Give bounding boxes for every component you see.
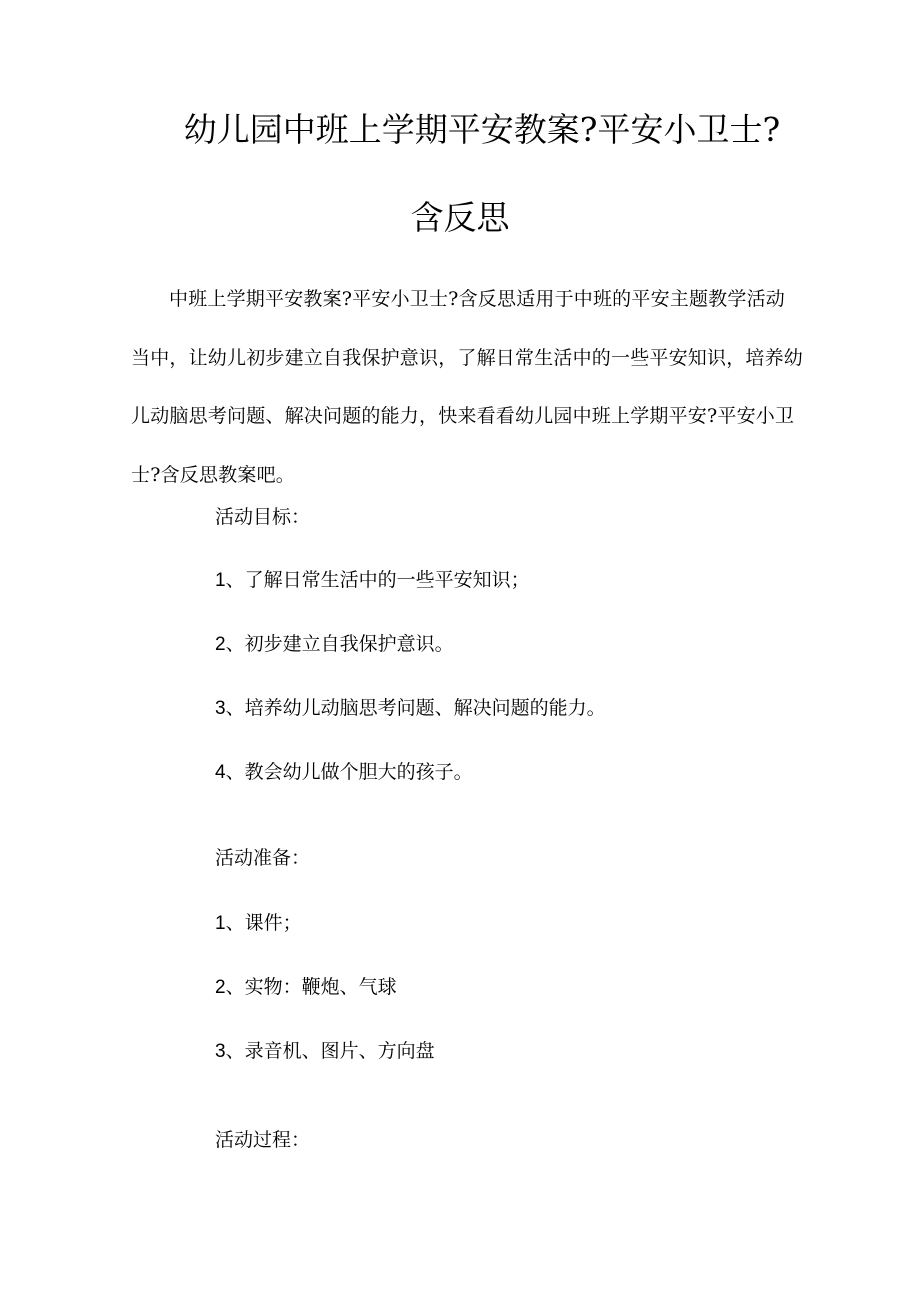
document-title-line-2: 含反思 (410, 198, 510, 237)
preparation-item-number: 1 (215, 913, 226, 934)
goal-item-text: 、了解日常生活中的一些平安知识； (225, 569, 530, 591)
preparation-item (215, 908, 302, 939)
preparation-item-text: 、实物：鞭炮、气球 (225, 976, 397, 998)
document-title-line-1: 幼儿园中班上学期平安教案?平安小卫士? (183, 110, 781, 149)
goal-item-number: 3 (215, 698, 226, 719)
goal-item-text: 、培养幼儿动脑思考问题、解决问题的能力。 (225, 697, 606, 719)
goal-item (215, 757, 473, 788)
goal-item-number: 2 (215, 634, 226, 655)
intro-paragraph: 中班上学期平安教案?平安小卫士?含反思适用于中班的平安主题教学活动当中，让幼儿初步建立自我保护意识，了解日常生活中的一些平安知识，培养幼儿动脑思考问题、解决问题的能力，快来看看幼儿园中班上学期平安?平安小卫士?含反思教案吧。 (131, 288, 804, 486)
preparation-item (215, 972, 397, 1003)
preparation-item (215, 1036, 435, 1067)
preparation-item-text: 、录音机、图片、方向盘 (225, 1040, 435, 1062)
goal-item-number: 1 (215, 570, 226, 591)
preparation-item-number: 3 (215, 1041, 226, 1062)
preparation-item-text: 、课件； (225, 912, 302, 934)
preparation-heading: 活动准备： (215, 847, 311, 869)
goal-item (215, 565, 530, 596)
goal-item (215, 693, 606, 724)
goals-heading: 活动目标： (215, 506, 311, 528)
preparation-item-number: 2 (215, 977, 226, 998)
goal-item-text: 、教会幼儿做个胆大的孩子。 (225, 761, 473, 783)
goal-item-text: 、初步建立自我保护意识。 (225, 633, 454, 655)
goal-item (215, 629, 454, 660)
goal-item-number: 4 (215, 762, 226, 783)
process-heading: 活动过程： (215, 1129, 311, 1151)
